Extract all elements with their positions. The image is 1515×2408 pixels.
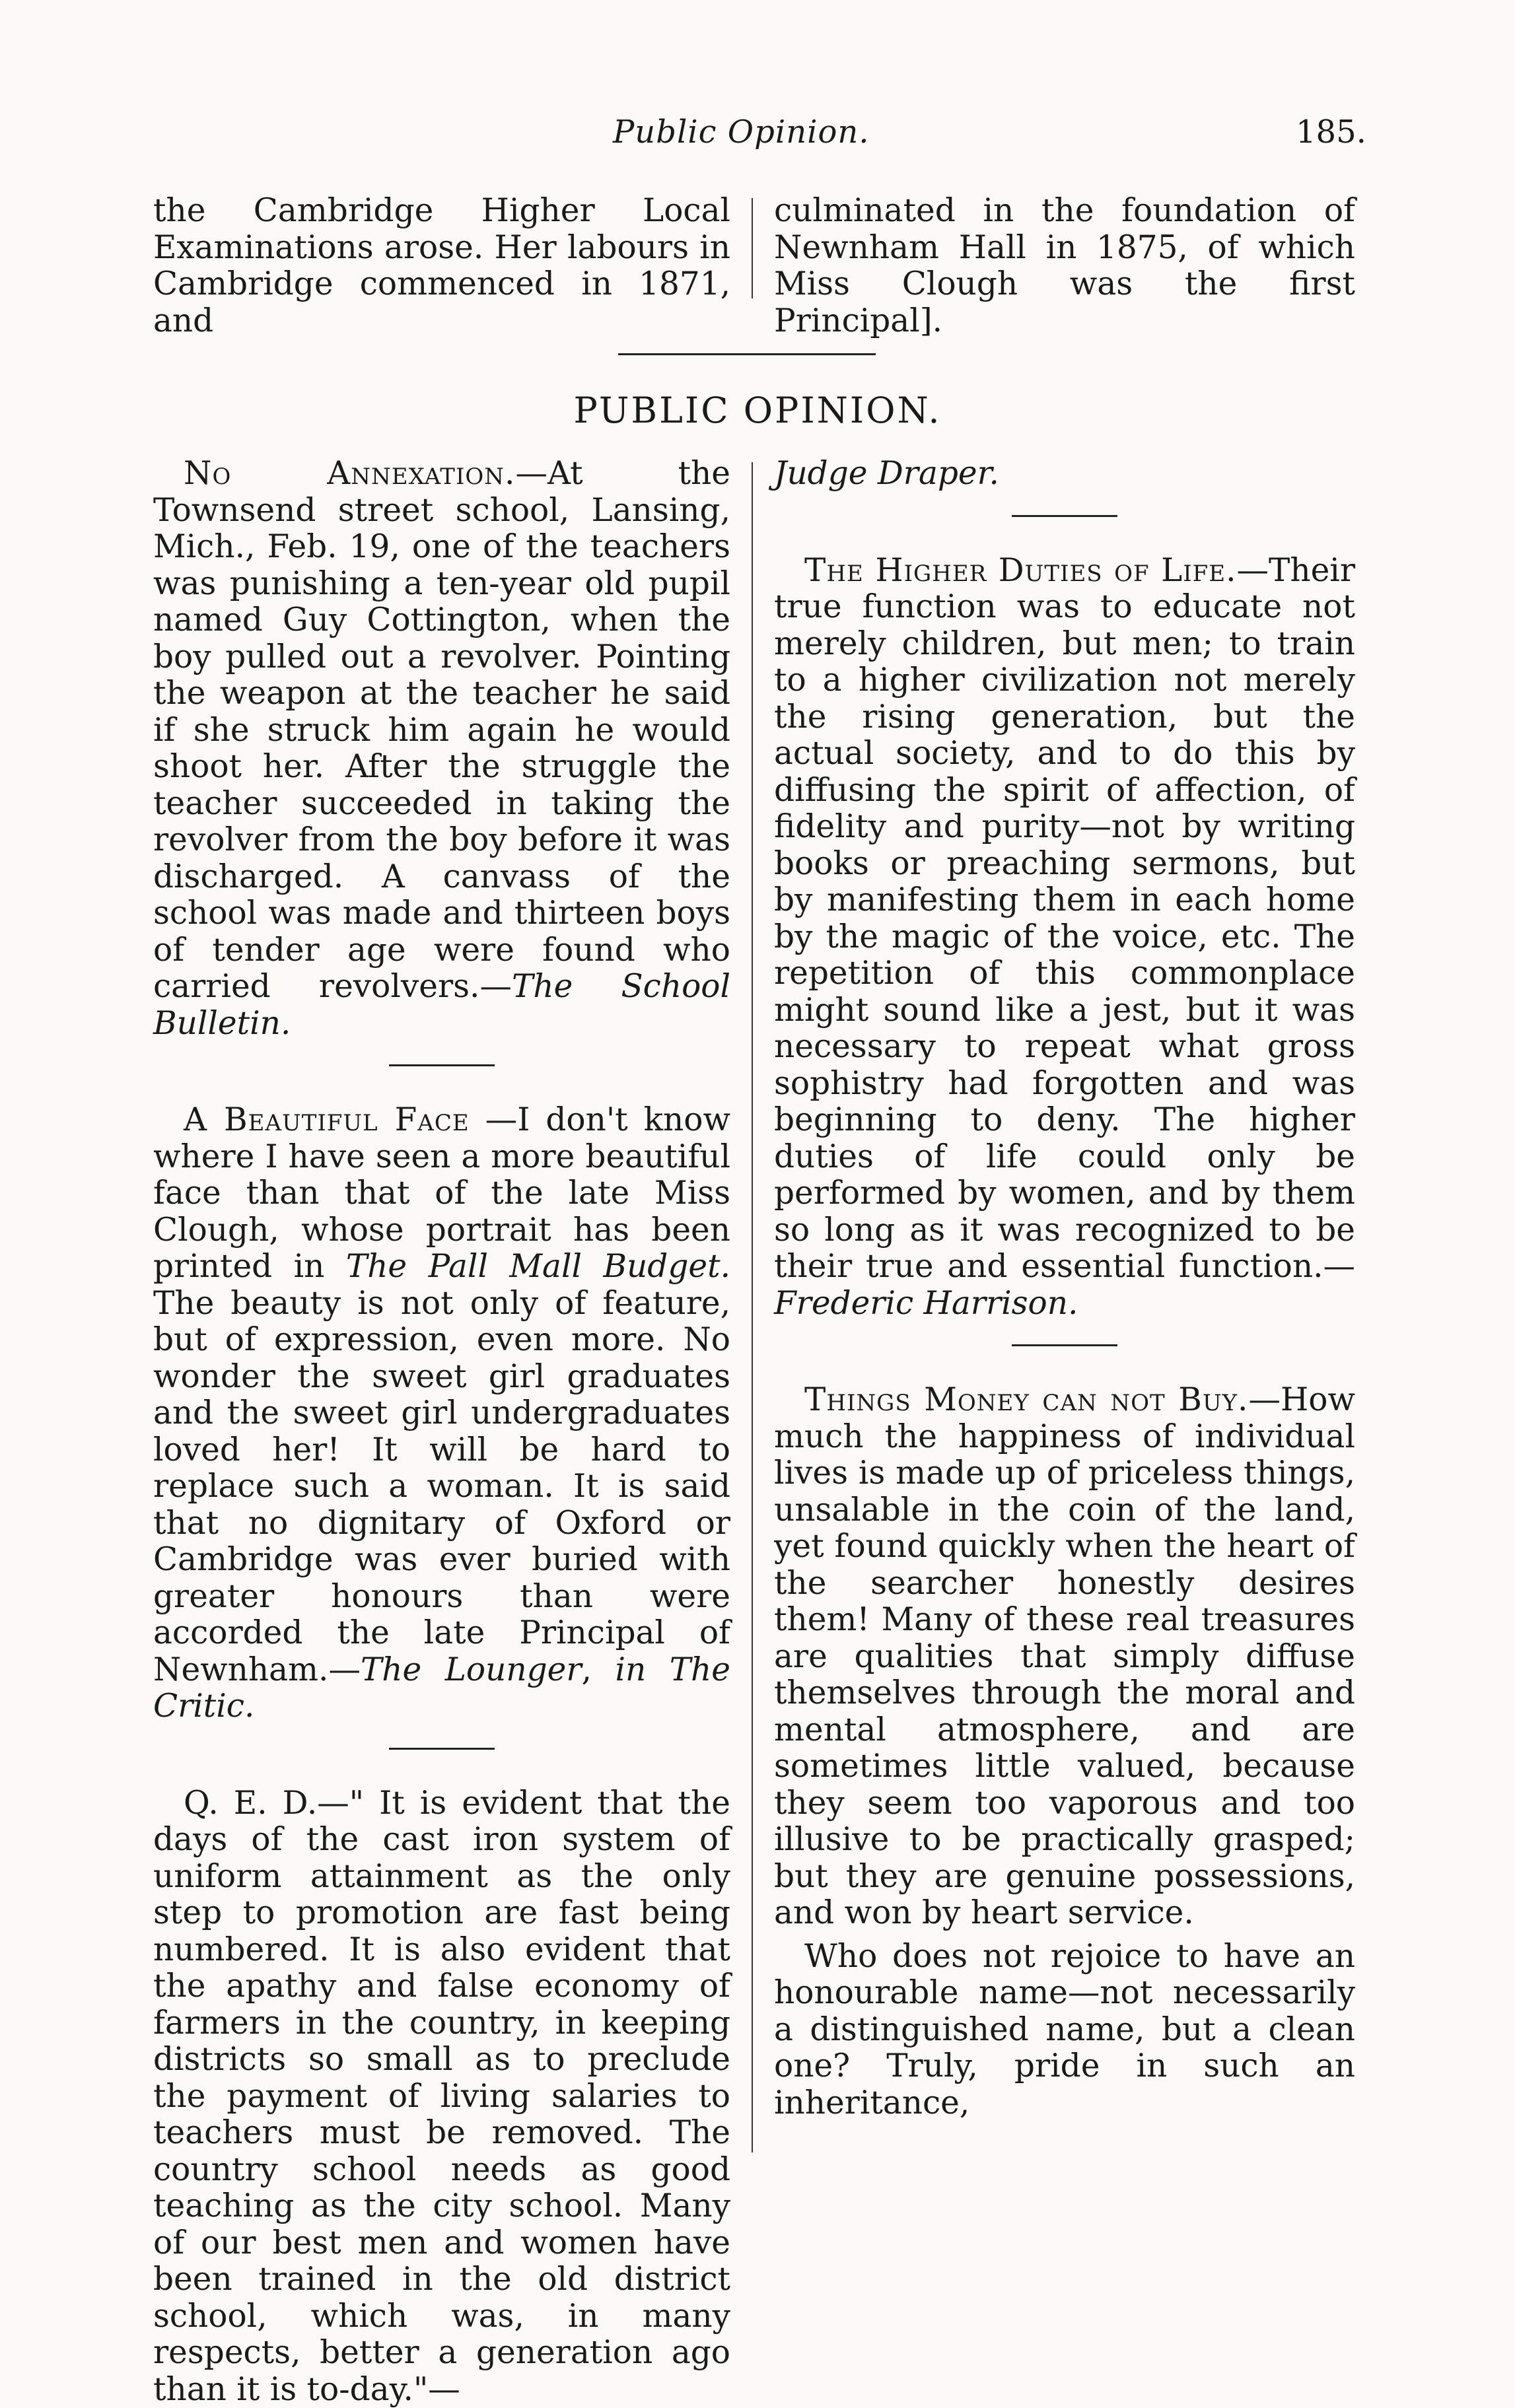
- article-source-separator: ,: [582, 1651, 616, 1688]
- article-heading: Things Money can not Buy.: [804, 1381, 1248, 1418]
- section-title: PUBLIC OPINION.: [0, 390, 1515, 431]
- article-heading: Q. E. D.: [184, 1785, 317, 1822]
- article-heading: A Beautiful Face: [184, 1101, 470, 1138]
- column-divider-top: [752, 198, 753, 298]
- left-column: [153, 456, 730, 2408]
- article-no-annexation: [153, 456, 730, 1042]
- article-body-continued: The beauty is not only of feature, but of expression, even more. No wonder the sweet girl graduates and the sweet girl undergraduates loved her! It will be hard to replace such a woman. It is said that no dignitary of Oxford or Cambridge was ever buried with greater honours than were accorded the late Principal of Newnham.—: [153, 1285, 730, 1688]
- article-divider: [389, 1748, 495, 1750]
- article-source: The School Bulletin.: [153, 968, 730, 1042]
- article-heading: No Annexation.: [184, 455, 515, 492]
- article-source: Frederic Harrison.: [774, 1285, 1078, 1322]
- article-publication: The Pall Mall Budget.: [346, 1248, 730, 1285]
- article-qed-source: [774, 456, 1355, 493]
- article-money-cannot-buy-continued: Who does not rejoice to have an honourable name—not necessarily a distinguished name, but a clean one? Truly, pride in such an inheritance,: [774, 1939, 1355, 2122]
- column-divider-main: [752, 462, 753, 2152]
- right-column-flow: [774, 456, 1355, 2121]
- article-beautiful-face: [153, 1102, 730, 1725]
- article-body: —How much the happiness of individual lives is made up of priceless things, unsalable in the coin of the land, yet found quickly when the heart of the searcher honestly desires them! Many of these real treasures are qualities that simply diffuse themselves through the moral and mental atmosphere, and are sometimes little valued, because they seem too vaporous and too illusive to be practically grasped; but they are genuine possessions, and won by heart service.: [774, 1381, 1355, 1931]
- continuation-left: [153, 193, 730, 339]
- article-divider: [1012, 1344, 1117, 1346]
- article-body: —Their true function was to educate not merely children, but men; to train to a higher civilization not merely the rising generation, but the actual society, and to do this by diffusing the spirit of affection, of fidelity and purity—not by writing books or preaching sermons, but by manifesting them in each home by the magic of the voice, etc. The repetition of this commonplace might sound like a jest, but it was necessary to repeat what gross sophistry had forgotten and was beginning to deny. The higher duties of life could only be performed by women, and by them so long as it was recognized to be their true and essential function.—: [774, 552, 1355, 1286]
- article-qed: [153, 1785, 730, 2408]
- running-title: Public Opinion.: [613, 114, 870, 151]
- article-source: The Lounger: [361, 1651, 582, 1688]
- article-body: —I don't know where I have seen a more beautiful face than that of the late Miss Clough, whose portrait has been printed in: [153, 1101, 730, 1285]
- running-head: [0, 114, 1515, 160]
- article-body: —At the Townsend street school, Lansing, Mich., Feb. 19, one of the teachers was punishing a ten-year old pupil named Guy Cottington, when the boy pulled out a revolver. Pointing the weapon at the teacher he said if she struck him again he would shoot her. After the struggle the teacher succeeded in taking the revolver from the boy before it was discharged. A canvass of the school was made and thirteen boys of tender age were found who carried revolvers.—: [153, 455, 730, 1005]
- continuation-right-text: culminated in the foundation of Newnham Hall in 1875, of which Miss Clough was the first Principal].: [774, 193, 1355, 339]
- article-source: Judge Draper.: [774, 455, 999, 492]
- article-body: —" It is evident that the days of the cast iron system of uniform attainment as the only step to promotion are fast being numbered. It is also evident that the apathy and false economy of farmers in the country, in keeping districts so small as to preclude the payment of living salaries to teachers must be removed. The country school needs as good teaching as the city school. Many of our best men and women have been trained in the old district school, which was, in many respects, better a generation ago than it is to-day."—: [153, 1785, 730, 2408]
- continuation-right: [774, 193, 1355, 339]
- article-divider: [389, 1064, 495, 1066]
- section-rule: [618, 353, 876, 355]
- article-divider: [1012, 515, 1117, 517]
- page-number: 185.: [1296, 114, 1366, 151]
- article-heading: The Higher Duties of Life.: [804, 552, 1237, 589]
- article-source-publication: in The Critic.: [153, 1651, 730, 1725]
- article-higher-duties: [774, 553, 1355, 1323]
- continuation-left-text: the Cambridge Higher Local Examinations arose. Her labours in Cambridge commenced in 1871, and: [153, 193, 730, 339]
- article-money-cannot-buy: [774, 1382, 1355, 1932]
